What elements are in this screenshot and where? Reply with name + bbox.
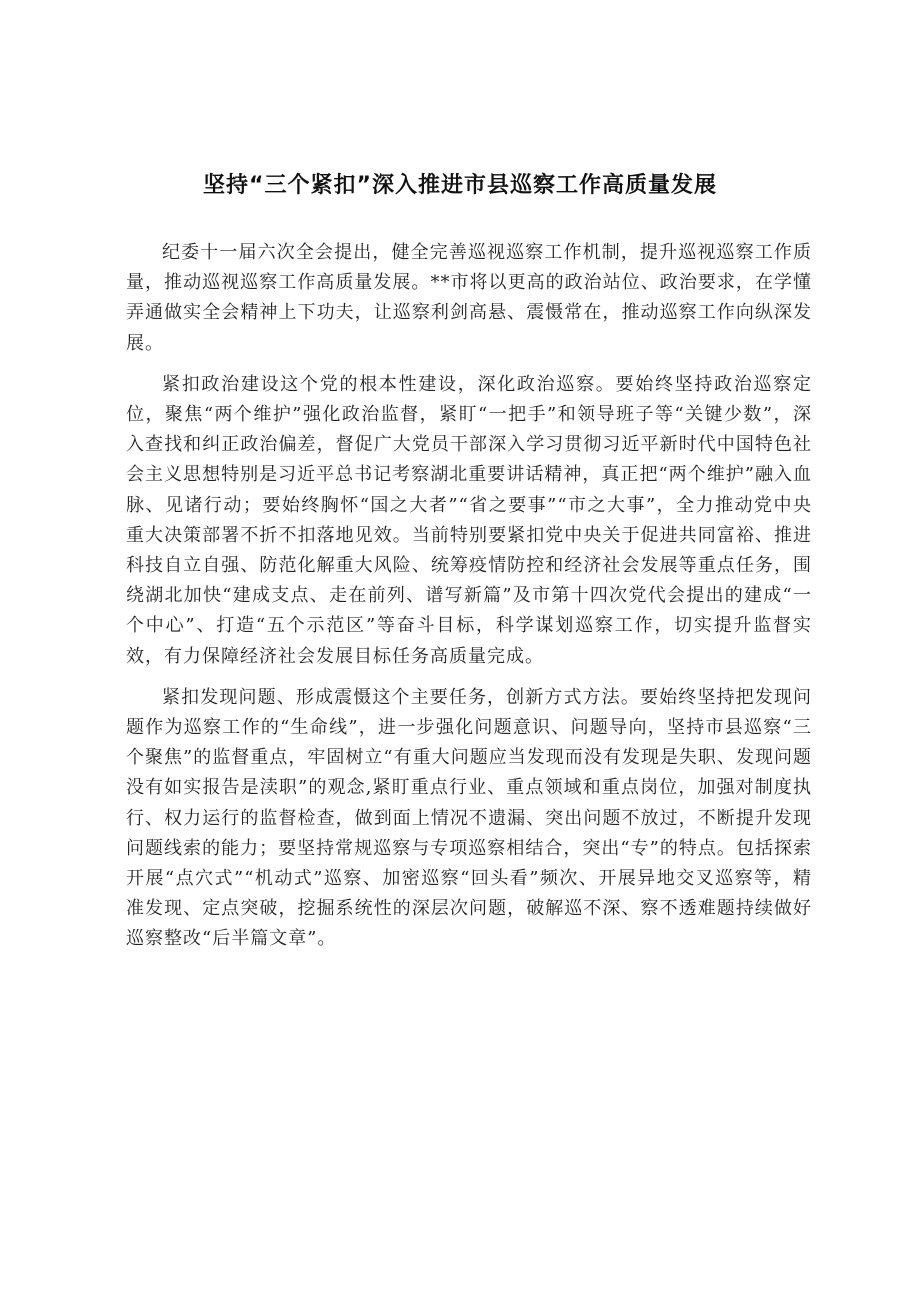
paragraph-intro: 纪委十一届六次全会提出，健全完善巡视巡察工作机制，提升巡视巡察工作质量，推动巡视巡察工作高质量发展。**市将以更高的政治站位、政治要求，在学懂弄通做实全会精神上下功夫，让巡察利剑高悬、震慑常在，推动巡察工作向纵深发展。 bbox=[126, 242, 812, 354]
document-title: 坚持“三个紧扣”深入推进市县巡察工作高质量发展 bbox=[203, 173, 717, 198]
document-body bbox=[126, 238, 812, 966]
paragraph-finding-problems: 紧扣发现问题、形成震慑这个主要任务，创新方式方法。要始终坚持把发现问题作为巡察工作的“生命线”，进一步强化问题意识、问题导向，坚持市县巡察“三个聚焦”的监督重点，牢固树立“有重大问题应当发现而没有发现是失职、发现问题没有如实报告是渎职”的观念,紧盯重点行业、重点领域和重点岗位，加强对制度执行、权力运行的监督检查，做到面上情况不遗漏、突出问题不放过，不断提升发现问题线索的能力；要坚持常规巡察与专项巡察相结合，突出“专”的特点。包括探索开展“点穴式”“机动式”巡察、加密巡察“回头看”频次、开展异地交叉巡察等，精准发现、定点突破，挖掘系统性的深层次问题，破解巡不深、察不透难题持续做好巡察整改“后半篇文章”。 bbox=[126, 686, 812, 950]
paragraph-political-inspection: 紧扣政治建设这个党的根本性建设，深化政治巡察。要始终坚持政治巡察定位，聚焦“两个维护”强化政治监督，紧盯“一把手”和领导班子等“关键少数”，深入查找和纠正政治偏差，督促广大党员干部深入学习贯彻习近平新时代中国特色社会主义思想特别是习近平总书记考察湖北重要讲话精神，真正把“两个维护”融入血脉、见诸行动；要始终胸怀“国之大者”“省之要事”“市之大事”，全力推动党中央重大决策部署不折不扣落地见效。当前特别要紧扣党中央关于促进共同富裕、推进科技自立自强、防范化解重大风险、统筹疫情防控和经济社会发展等重点任务，围绕湖北加快“建成支点、走在前列、谱写新篇”及市第十四次党代会提出的建成“一个中心”、打造“五个示范区”等奋斗目标，科学谋划巡察工作，切实提升监督实效，有力保障经济社会发展目标任务高质量完成。 bbox=[126, 373, 812, 667]
